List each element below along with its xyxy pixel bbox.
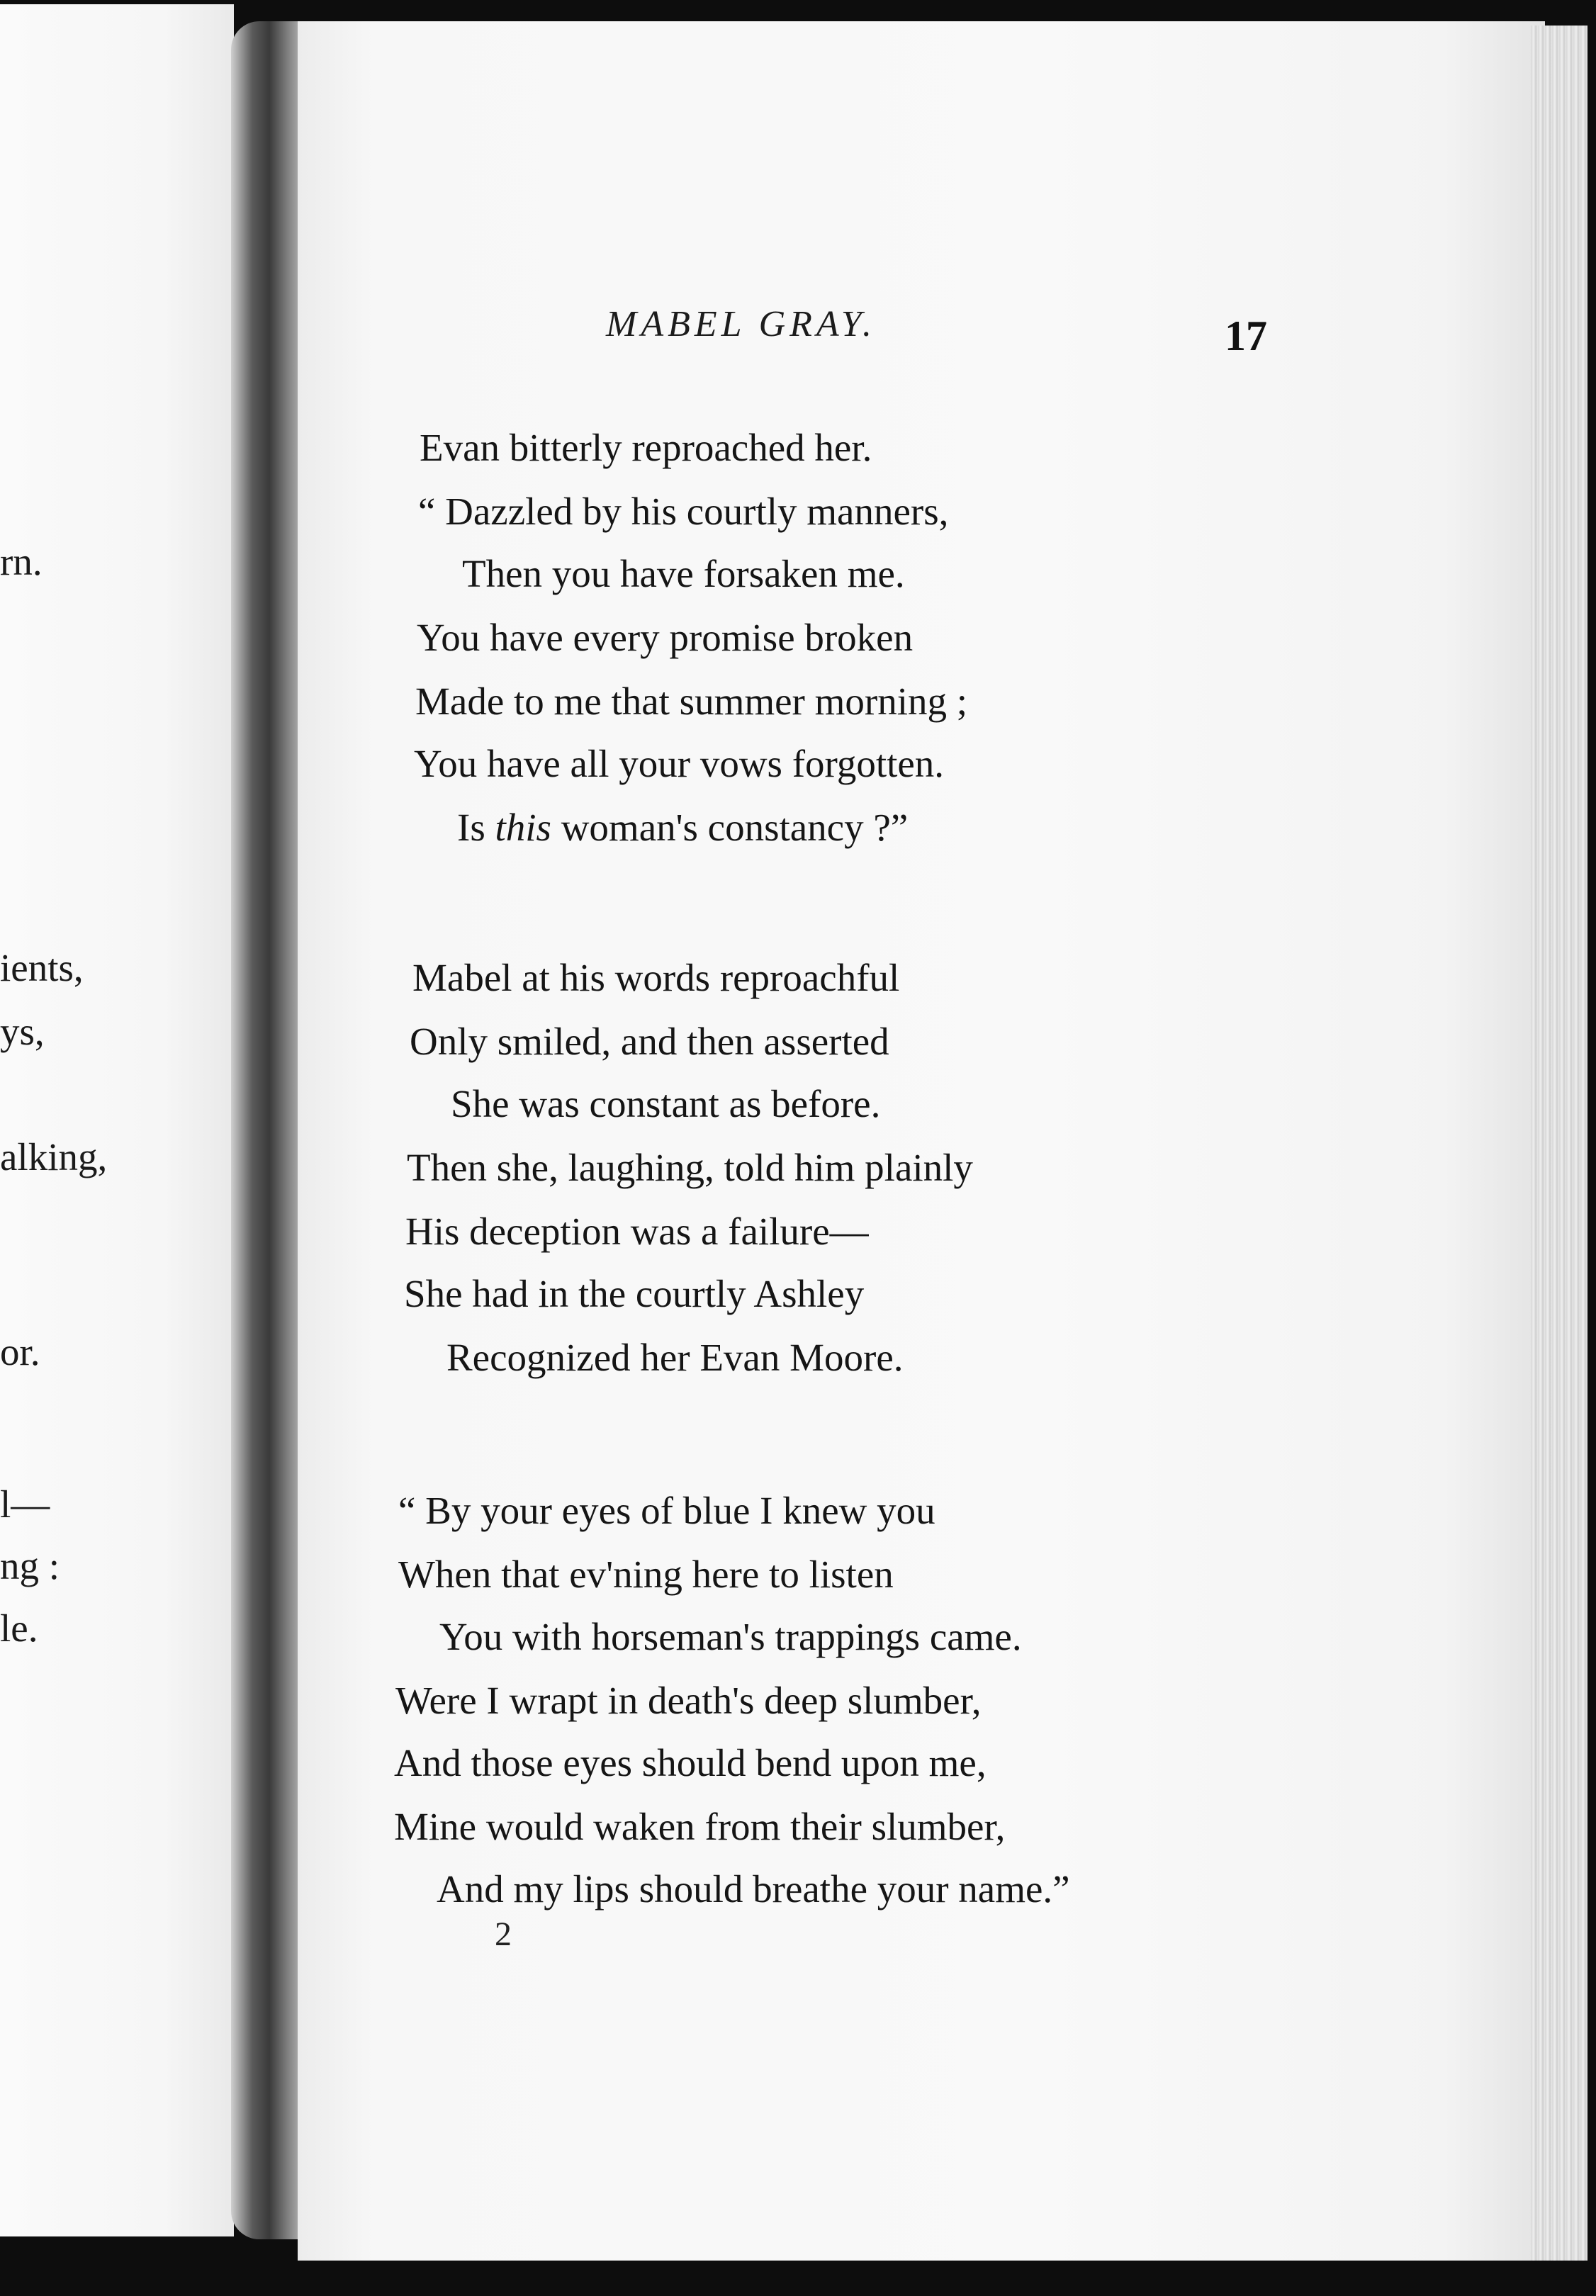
poem-line: Evan bitterly reproached her.: [420, 426, 872, 469]
poem-line: Only smiled, and then asserted: [410, 1020, 889, 1063]
facing-page-fragment: rn.: [0, 540, 43, 583]
bottom-border: [0, 2261, 1596, 2296]
poem-line: Recognized her Evan Moore.: [446, 1336, 904, 1379]
facing-page-fragment: l—: [0, 1482, 50, 1526]
poem-line: She had in the courtly Ashley: [404, 1272, 865, 1315]
facing-page-fragment: ng :: [0, 1544, 60, 1587]
poem-line: Mine would waken from their slumber,: [394, 1805, 1006, 1848]
facing-page-fragment: or.: [0, 1330, 40, 1373]
poem-line: Then you have forsaken me.: [462, 552, 905, 595]
facing-page-fragment: alking,: [0, 1135, 108, 1178]
facing-page: [0, 4, 234, 2236]
poem-line: When that ev'ning here to listen: [398, 1553, 894, 1596]
poem-line: Made to me that summer morning ;: [415, 680, 968, 723]
poem-line: And those eyes should bend upon me,: [394, 1741, 987, 1784]
running-head: MABEL GRAY.: [606, 304, 876, 344]
poem-line: Then she, laughing, told him plainly: [407, 1146, 973, 1189]
poem-line: Mabel at his words reproachful: [412, 956, 900, 999]
poem-line: And my lips should breathe your name.”: [437, 1867, 1070, 1910]
poem-line: “ By your eyes of blue I knew you: [398, 1489, 935, 1532]
facing-page-fragment: ys,: [0, 1010, 45, 1053]
poem-line: You have all your vows forgotten.: [414, 742, 945, 785]
top-border: [0, 0, 1596, 16]
poem-line: His deception was a failure—: [405, 1210, 869, 1253]
poem-line: Were I wrapt in death's deep slumber,: [395, 1679, 982, 1722]
poem-line: “ Dazzled by his courtly manners,: [418, 490, 949, 533]
poem-line: She was constant as before.: [451, 1082, 881, 1125]
facing-page-fragment: ients,: [0, 946, 84, 989]
poem-line: You have every promise broken: [417, 616, 914, 659]
facing-page-fragment: le.: [0, 1606, 38, 1650]
signature-mark: 2: [495, 1915, 512, 1953]
poem-line: You with horseman's trappings came.: [439, 1615, 1022, 1658]
poem-line-emphasis: Is this woman's constancy ?”: [457, 806, 909, 849]
page-number: 17: [1225, 313, 1267, 359]
page-edges: [1531, 26, 1587, 2286]
